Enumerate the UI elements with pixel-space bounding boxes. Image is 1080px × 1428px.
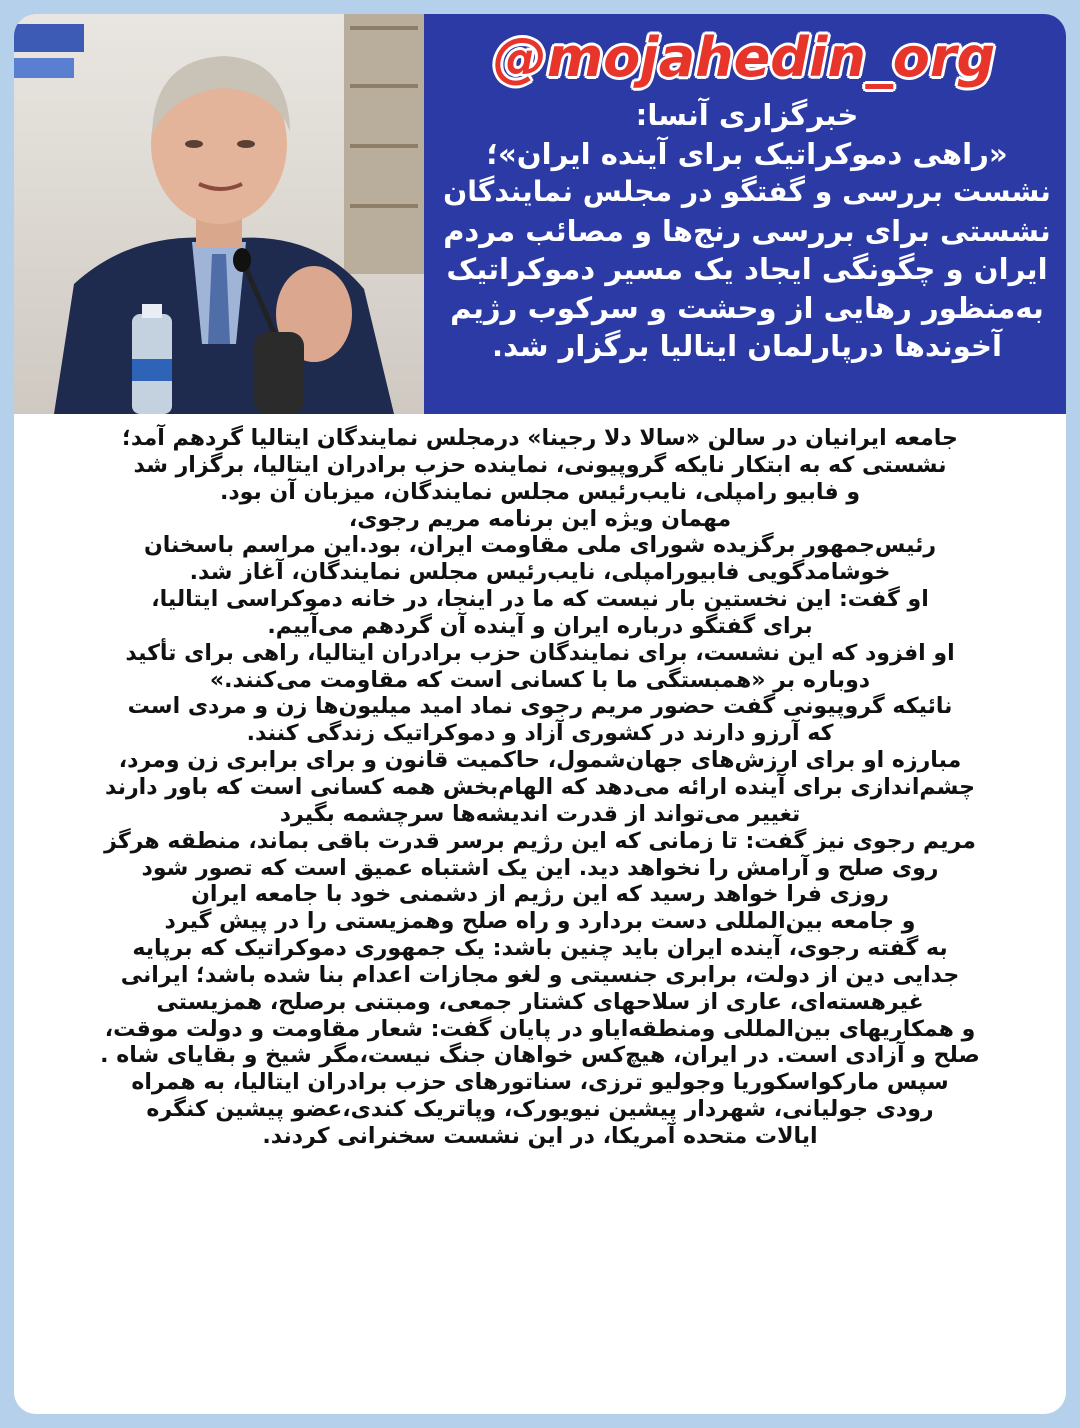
speaker-photo-illustration [14,14,424,414]
article-line: نائیکه گروپیونی گفت حضور مریم رجوی نماد امید میلیون‌ها زن و مردی است [127,694,953,720]
article-line: صلح و آزادی است. در ایران، هیچ‌کس خواهان جنگ نیست،مگر شیخ و بقایای شاه . [100,1043,980,1069]
headline-line: آخوندها درپارلمان ایتالیا برگزار شد. [492,329,1002,363]
article-line: دوباره بر «همبستگی ما با کسانی است که مقاومت می‌کنند.» [209,667,871,693]
article-line: و همکاریهای بین‌المللی ومنطقه‌ایاو در پایان گفت: شعار مقاومت و دولت موقت، [104,1016,976,1042]
article-line: تغییر می‌تواند از قدرت اندیشه‌ها سرچشمه بگیرد [279,801,801,827]
article-line: مهمان ویژه این برنامه مریم رجوی، [348,506,732,532]
article-line: خوشامدگویی فابیورامپلی، نایب‌رئیس مجلس نمایندگان، آغاز شد. [189,560,891,586]
article-line: روی صلح و آرامش را نخواهد دید. این یک اشتباه عمیق است که تصور شود [141,855,939,881]
headline-line: نشستی برای بررسی رنج‌ها و مصائب مردم [443,213,1051,248]
article-line: چشم‌اندازی برای آینده ارائه می‌دهد که الهام‌بخش همه کسانی است که باور دارند [104,774,976,800]
headline-line: خبرگزاری آنسا: [635,98,859,132]
article-line: روزی فرا خواهد رسید که این رژیم از دشمنی خود با جامعه ایران [191,882,889,908]
article-line: ایالات متحده آمریکا، در این نشست سخنرانی کردند. [262,1123,818,1149]
article-line: مبارزه او برای ارزش‌های جهان‌شمول، حاکمیت قانون و برای برابری زن ومرد، [118,748,962,774]
article-line: رئیس‌جمهور برگزیده شورای ملی مقاومت ایران، بود.این مراسم باسخنان [143,533,937,559]
article-line: غیرهسته‌ای، عاری از سلاحهای کشتار جمعی، ومبتنی برصلح، همزیستی [156,989,924,1015]
article-body [34,426,1046,1151]
post-card [14,14,1066,1414]
article-line: و جامعه بین‌المللی دست بردارد و راه صلح وهمزیستی را در پیش گیرد [164,909,916,935]
article-line: به گفته رجوی، آینده ایران باید چنین باشد: یک جمهوری دموکراتیک که برپایه [132,936,948,962]
article-line: سپس مارکواسکوریا وجولیو ترزی، سناتورهای حزب برادران ایتالیا، به همراه [131,1070,949,1096]
article-line: و فابیو رامپلی، نایب‌رئیس مجلس نمایندگان، میزبان آن بود. [219,479,861,505]
headline-line: نشست بررسی و گفتگو در مجلس نمایندگان [443,175,1051,208]
account-handle: @mojahedin_org [492,26,996,89]
article-line: جامعه ایرانیان در سالن «سالا دلا رجینا» درمجلس نمایندگان ایتالیا گردهم آمد؛ [122,426,958,451]
headline-line: به‌منظور رهایی از وحشت و سرکوب رژیم [450,290,1044,325]
article-line: او افزود که این نشست، برای نمایندگان حزب برادران ایتالیا، راهی برای تأکید [125,640,955,666]
article-line: برای گفتگو درباره ایران و آینده آن گردهم می‌آییم. [267,613,813,639]
header-panel [14,14,1066,414]
article-line: جدایی دین از دولت، برابری جنسیتی و لغو مجازات اعدام بنا شده باشد؛ ایرانی [120,962,960,988]
speaker-photo [14,14,424,414]
headline-block [434,96,1060,408]
article-line: او گفت: این نخستین بار نیست که ما در اینجا، در خانه دموکراسی ایتالیا، [151,587,929,613]
headline-line: «راهی دموکراتیک برای آینده ایران»؛ [486,136,1008,171]
article-line: رودی جولیانی، شهردار پیشین نیویورک، وپاتریک کندی،عضو پیشین کنگره [146,1097,934,1123]
article-line: که آرزو دارند در کشوری آزاد و دموکراتیک زندگی کنند. [246,721,834,747]
article-line: نشستی که به ابتکار نایکه گروپیونی، نماینده حزب برادران ایتالیا، برگزار شد [133,452,947,478]
article-line: مریم رجوی نیز گفت: تا زمانی که این رژیم برسر قدرت باقی بماند، منطقه هرگز [104,828,976,854]
headline-line: ایران و چگونگی ایجاد یک مسیر دموکراتیک [446,252,1048,286]
